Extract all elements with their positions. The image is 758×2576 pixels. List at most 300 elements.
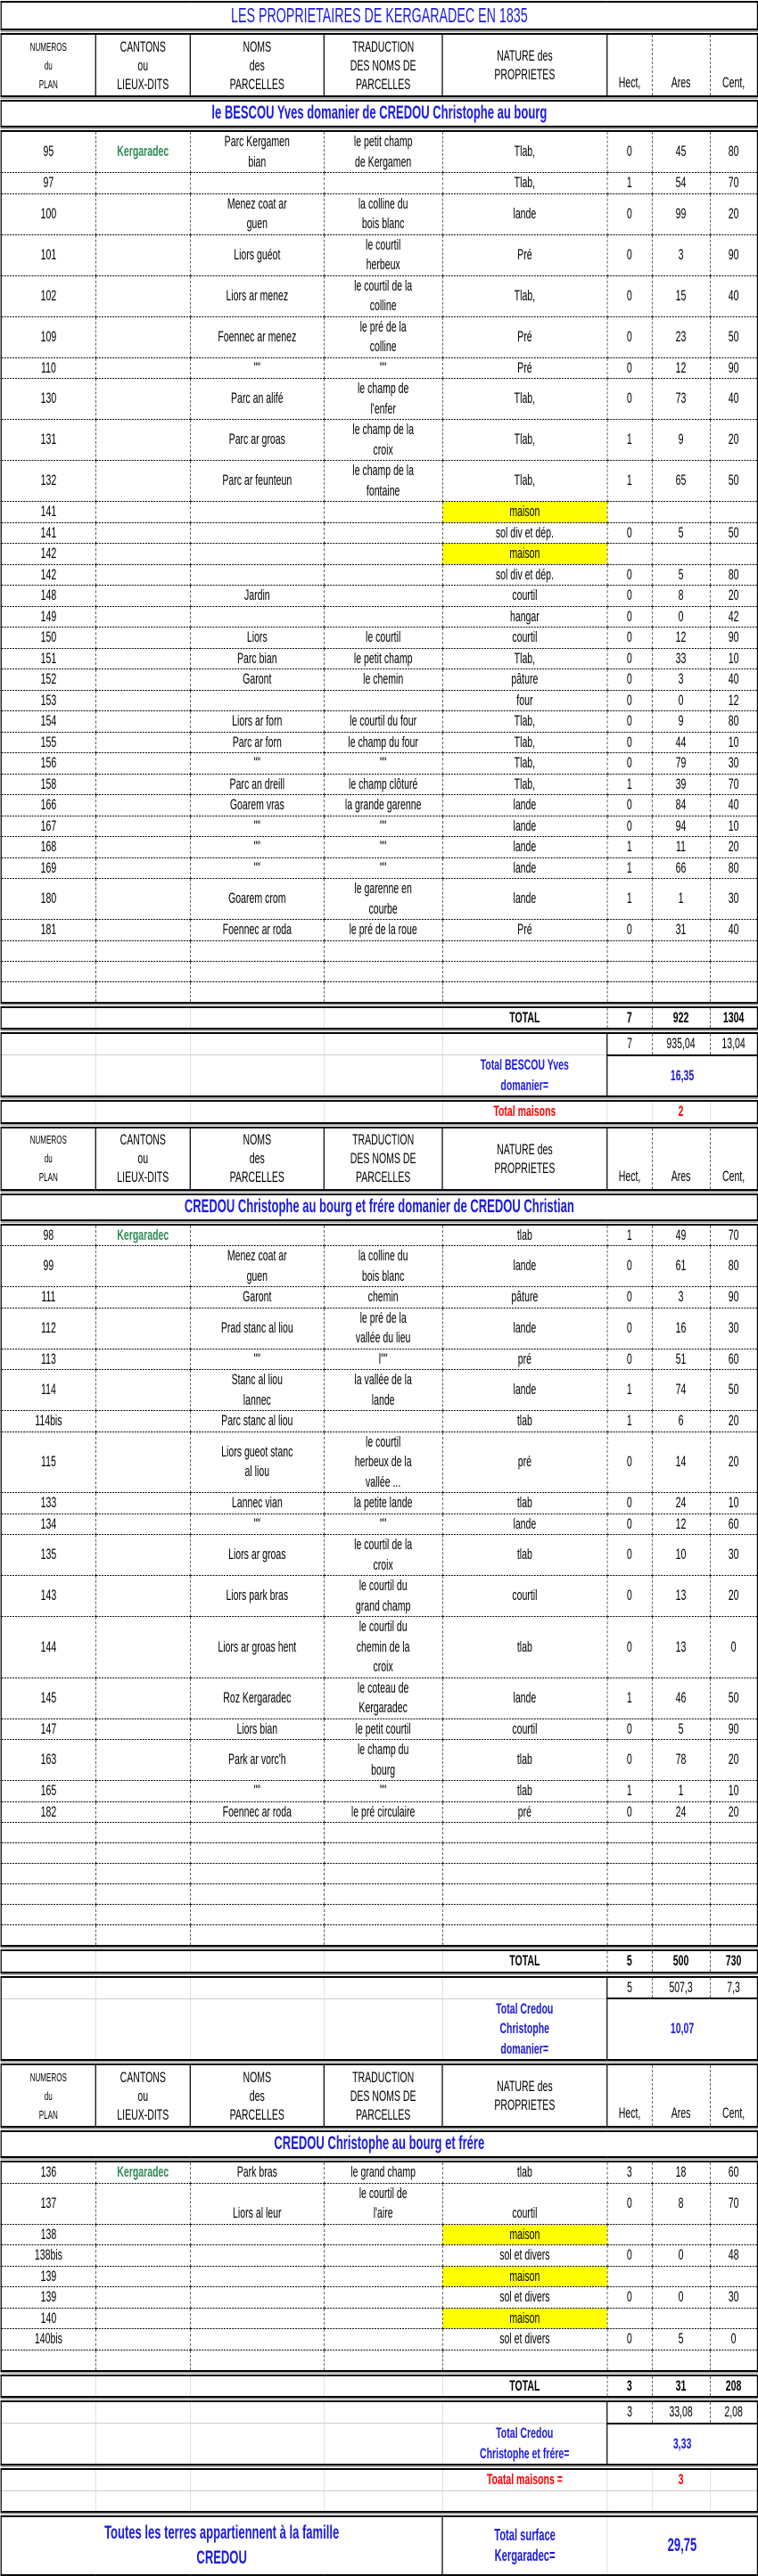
parcel-translation: le petit champ — [324, 648, 442, 669]
hectares: 0 — [607, 1246, 652, 1287]
centiares: 70 — [710, 1225, 757, 1246]
canton — [95, 732, 190, 753]
table-row — [1, 2224, 757, 2245]
canton — [95, 275, 190, 316]
table-row — [1, 1864, 757, 1884]
header-hect: Hect, — [607, 2064, 652, 2127]
page-title: LES PROPRIETAIRES DE KERGARADEC EN 1835 — [231, 4, 528, 28]
parcel-translation: le champ de la fontaine — [324, 461, 442, 502]
hectares: 0 — [607, 316, 652, 357]
parcel-name — [190, 1905, 324, 1925]
centiares: 90 — [710, 628, 757, 649]
header-hect: Hect, — [607, 1128, 652, 1190]
ares: 3 — [652, 234, 710, 275]
column-header — [1, 33, 758, 97]
empty-cell — [324, 1033, 442, 1055]
total-row — [1, 1950, 757, 1973]
empty-cell — [95, 2469, 190, 2490]
table-row — [1, 522, 757, 544]
parcel-name: Parc ar groas — [190, 420, 324, 461]
empty-cell — [324, 1998, 442, 2060]
centiares: 50 — [710, 1370, 757, 1411]
plan-number: 102 — [1, 275, 95, 316]
parcel-name — [190, 544, 324, 565]
plan-number — [1, 981, 95, 1003]
hectares — [607, 940, 652, 961]
centiares: 20 — [710, 1576, 757, 1617]
property-nature: hangar — [442, 606, 607, 628]
parcel-name: Liors ar forn — [190, 711, 324, 733]
empty-cell — [324, 1007, 442, 1030]
ares: 24 — [652, 1801, 710, 1823]
plan-number: 110 — [1, 357, 95, 379]
title-row — [1, 2, 757, 29]
parcel-translation — [324, 2308, 442, 2329]
parcel-name: Liors ar groas hent — [190, 1617, 324, 1678]
empty-cell — [95, 1950, 190, 1973]
ares: 12 — [652, 1514, 710, 1535]
canton — [95, 2224, 190, 2245]
property-nature: Tlab, — [442, 711, 607, 733]
centiares: 90 — [710, 1719, 757, 1740]
plan-number: 152 — [1, 669, 95, 691]
property-nature: lande — [442, 857, 607, 879]
header-nature: NATURE des PROPRIETES — [442, 1128, 607, 1190]
total-surface-value: 29,75 — [607, 2516, 758, 2575]
plan-number: 145 — [1, 1678, 95, 1719]
parcel-name — [190, 1843, 324, 1864]
subtotal-value: 3,33 — [607, 2424, 758, 2465]
empty-cell — [710, 2469, 757, 2490]
table-row — [1, 1308, 757, 1349]
canton — [95, 2266, 190, 2287]
property-nature: Tlab, — [442, 753, 607, 775]
hectares: 0 — [607, 753, 652, 775]
plan-number: 180 — [1, 879, 95, 920]
property-nature — [442, 1925, 607, 1947]
centiares: 10 — [710, 816, 757, 837]
ares: 8 — [652, 2183, 710, 2224]
ares: 15 — [652, 275, 710, 316]
parcel-name: "" — [190, 837, 324, 858]
property-nature: maison — [442, 2224, 607, 2245]
canton — [95, 1411, 190, 1432]
table-row — [1, 1678, 757, 1719]
plan-number: 139 — [1, 2287, 95, 2309]
hectares: 3 — [607, 2162, 652, 2183]
plan-number: 141 — [1, 502, 95, 523]
empty-cell — [607, 2490, 652, 2512]
canton — [95, 564, 190, 586]
table-row — [1, 379, 757, 420]
table-row — [1, 1535, 757, 1576]
canton — [95, 461, 190, 502]
property-nature: sol et divers — [442, 2329, 607, 2350]
empty-cell — [95, 1007, 190, 1030]
hectares: 0 — [607, 564, 652, 586]
parcel-name: "" — [190, 1514, 324, 1535]
table-row — [1, 1225, 757, 1246]
parcel-translation: le champ du four — [324, 732, 442, 753]
hectares: 0 — [607, 522, 652, 544]
centiares — [710, 1864, 757, 1884]
ares: 14 — [652, 1432, 710, 1493]
ares: 45 — [652, 131, 710, 173]
property-nature: Tlab, — [442, 131, 607, 173]
hectares: 1 — [607, 461, 652, 502]
table-row — [1, 2162, 757, 2183]
property-nature: Tlab, — [442, 275, 607, 316]
parcel-translation: le champ de l'enfer — [324, 379, 442, 420]
plan-number: 156 — [1, 753, 95, 775]
centiares — [710, 502, 757, 523]
property-nature: lande — [442, 193, 607, 234]
canton — [95, 1864, 190, 1884]
canton — [95, 837, 190, 858]
ares: 0 — [652, 690, 710, 711]
converted-row — [1, 1977, 757, 1999]
parcel-translation — [324, 690, 442, 711]
property-nature: Tlab, — [442, 173, 607, 194]
parcel-translation: le grand champ — [324, 2162, 442, 2183]
parcel-name: Liors — [190, 628, 324, 649]
subtotal-value: 16,35 — [607, 1055, 758, 1097]
empty-cell — [652, 2490, 710, 2512]
plan-number: 140 — [1, 2308, 95, 2329]
parcel-name: Liors al leur — [190, 2183, 324, 2224]
hectares — [607, 1905, 652, 1925]
ares: 13 — [652, 1576, 710, 1617]
table-row — [1, 1349, 757, 1370]
header-traduction: TRADUCTION DES NOMS DE PARCELLES — [324, 1128, 442, 1190]
ares: 1 — [652, 879, 710, 920]
empty-cell — [95, 1055, 190, 1097]
canton — [95, 961, 190, 981]
parcel-translation — [324, 1823, 442, 1843]
table-row — [1, 628, 757, 649]
hectares: 0 — [607, 711, 652, 733]
subtotal-label: Total Credou Christophe et frére= — [442, 2424, 607, 2465]
property-nature: courtil — [442, 2183, 607, 2224]
ares: 5 — [652, 1719, 710, 1740]
property-nature: sol div et dép. — [442, 564, 607, 586]
hectares: 0 — [607, 795, 652, 816]
centiares: 20 — [710, 586, 757, 607]
centiares: 70 — [710, 2183, 757, 2224]
hectares: 0 — [607, 816, 652, 837]
table-row — [1, 2350, 757, 2371]
header-ares: Ares — [652, 1128, 710, 1190]
property-nature — [442, 940, 607, 961]
maisons-row — [1, 1101, 757, 1123]
canton — [95, 1823, 190, 1843]
empty-cell — [442, 2401, 607, 2424]
header-row — [1, 34, 757, 96]
table-row — [1, 669, 757, 691]
ares: 0 — [652, 2287, 710, 2309]
canton — [95, 1370, 190, 1411]
parcel-translation — [324, 940, 442, 961]
plan-number — [1, 1843, 95, 1864]
hectares — [607, 2266, 652, 2287]
property-nature: lande — [442, 1308, 607, 1349]
table-row — [1, 940, 757, 961]
property-nature: courtil — [442, 586, 607, 607]
centiares: 70 — [710, 774, 757, 795]
parcel-name: Liors guéot — [190, 234, 324, 275]
parcel-name — [190, 173, 324, 194]
hectares: 0 — [607, 648, 652, 669]
header-traduction: TRADUCTION DES NOMS DE PARCELLES — [324, 34, 442, 96]
plan-number: 151 — [1, 648, 95, 669]
canton — [95, 795, 190, 816]
centiares — [710, 961, 757, 981]
parcel-translation — [324, 502, 442, 523]
empty-cell — [1, 2401, 95, 2424]
table-row — [1, 1287, 757, 1309]
plan-number: 131 — [1, 420, 95, 461]
table-row — [1, 1246, 757, 1287]
canton: Kergaradec — [95, 2162, 190, 2183]
parcel-name: "" — [190, 1781, 324, 1802]
centiares: 10 — [710, 1781, 757, 1802]
plan-number: 132 — [1, 461, 95, 502]
parcel-name: Liors ar menez — [190, 275, 324, 316]
centiares — [710, 2350, 757, 2371]
title-bar — [1, 1, 758, 30]
parcel-translation: le pré circulaire — [324, 1801, 442, 1823]
centiares: 20 — [710, 1801, 757, 1823]
canton — [95, 1740, 190, 1781]
centiares: 20 — [710, 1432, 757, 1493]
hectares: 0 — [607, 1493, 652, 1514]
converted-ares: 33,08 — [652, 2401, 710, 2424]
parcel-name — [190, 1884, 324, 1905]
plan-number: 136 — [1, 2162, 95, 2183]
property-nature: maison — [442, 502, 607, 523]
parcel-translation — [324, 981, 442, 1003]
plan-number: 181 — [1, 920, 95, 941]
centiares — [710, 981, 757, 1003]
parcel-translation — [324, 173, 442, 194]
canton — [95, 1617, 190, 1678]
parcel-translation: "" — [324, 816, 442, 837]
property-nature: Tlab, — [442, 774, 607, 795]
hectares: 0 — [607, 920, 652, 941]
canton — [95, 2287, 190, 2309]
hectares — [607, 1843, 652, 1864]
hectares: 0 — [607, 2329, 652, 2350]
parcel-translation — [324, 1905, 442, 1925]
hectares: 0 — [607, 586, 652, 607]
parcel-name: Parc an dreill — [190, 774, 324, 795]
canton — [95, 2308, 190, 2329]
empty-cell — [324, 2401, 442, 2424]
ares — [652, 1843, 710, 1864]
property-nature: maison — [442, 2308, 607, 2329]
ares — [652, 2308, 710, 2329]
maisons-label: Total maisons — [442, 1101, 607, 1123]
hectares: 0 — [607, 1308, 652, 1349]
header-hect: Hect, — [607, 34, 652, 96]
parcel-table — [1, 130, 758, 1004]
parcel-name — [190, 1823, 324, 1843]
canton — [95, 1349, 190, 1370]
canton — [95, 1678, 190, 1719]
parcel-table — [1, 2161, 758, 2372]
empty-cell — [95, 1998, 190, 2060]
table-row — [1, 1884, 757, 1905]
canton — [95, 1246, 190, 1287]
empty-cell — [190, 1055, 324, 1097]
ares: 6 — [652, 1411, 710, 1432]
centiares: 50 — [710, 461, 757, 502]
property-nature — [442, 1905, 607, 1925]
hectares — [607, 961, 652, 981]
banner-row — [1, 2131, 757, 2157]
centiares: 40 — [710, 275, 757, 316]
plan-number: 95 — [1, 131, 95, 173]
ares — [652, 2350, 710, 2371]
empty-cell — [190, 2469, 324, 2490]
ares — [652, 1884, 710, 1905]
hectares: 0 — [607, 275, 652, 316]
parcel-translation — [324, 2287, 442, 2309]
ares: 10 — [652, 1535, 710, 1576]
centiares — [710, 2224, 757, 2245]
parcel-translation: le petit champ de Kergamen — [324, 131, 442, 173]
centiares: 20 — [710, 193, 757, 234]
canton — [95, 606, 190, 628]
canton — [95, 234, 190, 275]
parcel-name: Foennec ar menez — [190, 316, 324, 357]
hectares: 0 — [607, 2183, 652, 2224]
header-traduction: TRADUCTION DES NOMS DE PARCELLES — [324, 2064, 442, 2127]
hectares — [607, 981, 652, 1003]
final-row — [1, 2516, 757, 2575]
property-nature: sol et divers — [442, 2287, 607, 2309]
hectares: 1 — [607, 1781, 652, 1802]
plan-number: 147 — [1, 1719, 95, 1740]
parcel-name: Garont — [190, 669, 324, 691]
parcel-name: Park ar vorc'h — [190, 1740, 324, 1781]
hectares: 1 — [607, 1370, 652, 1411]
hectares: 0 — [607, 732, 652, 753]
canton — [95, 2350, 190, 2371]
centiares: 40 — [710, 795, 757, 816]
property-nature: pâture — [442, 1287, 607, 1309]
parcel-name — [190, 2224, 324, 2245]
centiares: 10 — [710, 1493, 757, 1514]
parcel-name — [190, 522, 324, 544]
ares: 18 — [652, 2162, 710, 2183]
canton — [95, 857, 190, 879]
header-noms: NOMS des PARCELLES — [190, 34, 324, 96]
header-cent: Cent, — [710, 2064, 757, 2127]
parcel-name: Stanc al liou lannec — [190, 1370, 324, 1411]
hectares: 1 — [607, 837, 652, 858]
hectares: 1 — [607, 857, 652, 879]
hectares: 0 — [607, 234, 652, 275]
parcel-name: Parc Kergamen bian — [190, 131, 324, 173]
parcel-translation: le courtil de la colline — [324, 275, 442, 316]
parcel-translation: la colline du bois blanc — [324, 1246, 442, 1287]
total-ares: 922 — [652, 1007, 710, 1030]
header-cent: Cent, — [710, 1128, 757, 1190]
parcel-name: Liors park bras — [190, 1576, 324, 1617]
empty-cell — [95, 2490, 190, 2512]
table-row — [1, 961, 757, 981]
ares: 65 — [652, 461, 710, 502]
parcel-translation: le courtil — [324, 628, 442, 649]
parcel-translation: "" — [324, 1514, 442, 1535]
table-row — [1, 981, 757, 1003]
plan-number: 134 — [1, 1514, 95, 1535]
hectares: 0 — [607, 2287, 652, 2309]
column-header — [1, 1127, 758, 1191]
hectares: 0 — [607, 379, 652, 420]
canton: Kergaradec — [95, 1225, 190, 1246]
total-ares: 31 — [652, 2375, 710, 2398]
plan-number: 142 — [1, 564, 95, 586]
centiares: 80 — [710, 1246, 757, 1287]
canton — [95, 379, 190, 420]
parcel-translation: le pré de la roue — [324, 920, 442, 941]
canton — [95, 628, 190, 649]
centiares: 48 — [710, 2245, 757, 2267]
parcel-translation: le courtil du grand champ — [324, 1576, 442, 1617]
centiares: 40 — [710, 669, 757, 691]
parcel-translation: "" — [324, 837, 442, 858]
empty-cell — [190, 1007, 324, 1030]
centiares: 50 — [710, 316, 757, 357]
parcel-translation: le courtil herbeux de la vallée ... — [324, 1432, 442, 1493]
centiares: 60 — [710, 1349, 757, 1370]
canton: Kergaradec — [95, 131, 190, 173]
plan-number: 150 — [1, 628, 95, 649]
parcel-translation — [324, 2350, 442, 2371]
plan-number — [1, 1823, 95, 1843]
hectares: 0 — [607, 193, 652, 234]
canton — [95, 1514, 190, 1535]
canton — [95, 522, 190, 544]
table-row — [1, 837, 757, 858]
ares: 3 — [652, 1287, 710, 1309]
centiares: 80 — [710, 564, 757, 586]
centiares: 70 — [710, 173, 757, 194]
ares: 66 — [652, 857, 710, 879]
empty-cell — [190, 2401, 324, 2424]
parcel-translation: le petit courtil — [324, 1719, 442, 1740]
parcel-name: Menez coat ar guen — [190, 193, 324, 234]
summary-table — [1, 2400, 758, 2465]
table-row — [1, 316, 757, 357]
table-row — [1, 2183, 757, 2224]
maisons-row — [1, 2469, 757, 2490]
total-table — [1, 1949, 758, 1973]
canton — [95, 1308, 190, 1349]
parcel-table — [1, 1224, 758, 1948]
centiares: 30 — [710, 1308, 757, 1349]
empty-cell — [324, 2469, 442, 2490]
maisons-table — [1, 2468, 758, 2513]
header-ares: Ares — [652, 34, 710, 96]
table-row — [1, 2266, 757, 2287]
ares: 16 — [652, 1308, 710, 1349]
plan-number: 148 — [1, 586, 95, 607]
table-row — [1, 193, 757, 234]
parcel-translation: la petite lande — [324, 1493, 442, 1514]
